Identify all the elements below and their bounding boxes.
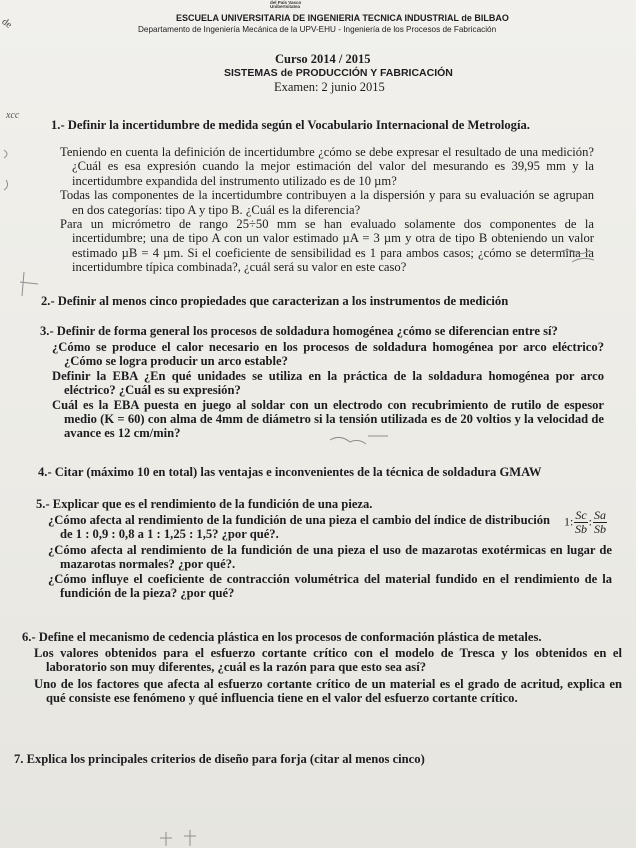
question-5-part-1: ¿Cómo afecta al rendimiento de la fundición de una pieza el cambio del índice de distribución de 1 : 0,9 : 0,8 a 1 : 1,25 : 1,5? ¿por qué?. xyxy=(48,513,550,542)
question-7-title: 7. Explica los principales criterios de diseño para forja (citar al menos cinco) xyxy=(14,752,425,766)
department-line: Departamento de Ingeniería Mecánica de la UPV-EHU - Ingeniería de los Procesos de Fabricación xyxy=(138,25,497,34)
fraction-numerator: Sc xyxy=(575,508,587,522)
question-1-title: 1.- Definir la incertidumbre de medida según el Vocabulario Internacional de Metrología. xyxy=(51,118,530,132)
margin-note-de: de xyxy=(0,16,14,31)
question-3-part-2: Definir la EBA ¿En qué unidades se utiliza en la práctica de la soldadura homogénea por arco eléctrico? ¿Cuál es su expresión? xyxy=(52,368,604,398)
question-4-title: 4.- Citar (máximo 10 en total) las ventajas e inconvenientes de la técnica de soldadura GMAW xyxy=(38,465,542,479)
fraction-denominator: Sb xyxy=(594,522,607,536)
exam-date: Examen: 2 junio 2015 xyxy=(274,80,385,94)
question-1-part-1: Teniendo en cuenta la definición de incertidumbre ¿cómo se debe expresar el resultado de una medición? ¿Cuál es esa expresión cuando la mejor estimación del valor del mesurando es 39,95 mm y la incertidumbre expandida del instrumento utilizado es de 10 µm? xyxy=(60,145,594,188)
pencil-margin-marks xyxy=(4,150,8,190)
pencil-scribble-right xyxy=(560,250,594,262)
pencil-tick-q2 xyxy=(20,272,38,296)
formula-lead: 1: xyxy=(564,514,574,529)
question-5-part-2: ¿Cómo afecta al rendimiento de la fundición de una pieza el uso de mazarotas exotérmicas en lugar de mazarotas normales? ¿por qué?. xyxy=(48,543,612,572)
margin-note-xc: xcc xyxy=(6,110,20,121)
question-5-part-3: ¿Cómo influye el coeficiente de contracción volumétrica del material fundido en el rendimiento de la fundición de la pieza? ¿por qué? xyxy=(48,571,612,601)
question-1-part-3: Para un micrómetro de rango 25÷50 mm se han evaluado solamente dos componentes de la incertidumbre; una de tipo A con un valor estimado µA = 3 µm y otra de tipo B obteniendo un valor estimado µB = 4 µm. Si el coeficiente de sensibilidad es 1 para ambos casos; ¿cómo se determina la incertidumbre típica combinada?, ¿cuál será su valor en este caso? xyxy=(60,217,594,275)
question-3-part-3: Cuál es la EBA puesta en juego al soldar con un electrodo con recubrimiento de rutilo de espesor medio (K = 60) con alma de 4mm de diámetro si la tensión utilizada es de 20 voltios y la velocidad de avance es 12 cm/min? xyxy=(52,397,604,441)
fraction-denominator: Sb xyxy=(575,522,587,536)
formula-separator: : xyxy=(588,514,593,529)
question-5-title: 5.- Explicar que es el rendimiento de la fundición de una pieza. xyxy=(36,497,373,511)
question-2-title: 2.- Definir al menos cinco propiedades que caracterizan a los instrumentos de medición xyxy=(41,294,509,308)
school-name: ESCUELA UNIVERSITARIA DE INGENIERIA TECNICA INDUSTRIAL de BILBAO xyxy=(176,13,509,23)
logo-text-right: Unibertsitatea xyxy=(270,4,301,9)
question-3-part-1: ¿Cómo se produce el calor necesario en los procesos de soldadura homogénea por arco eléctrico? ¿Cómo se logra producir un arco estable? xyxy=(52,340,604,369)
subject-title: SISTEMAS de PRODUCCIÓN Y FABRICACIÓN xyxy=(224,67,453,79)
question-6-title: 6.- Define el mecanismo de cedencia plástica en los procesos de conformación plástica de metales. xyxy=(22,630,542,644)
pencil-scribble-bottom xyxy=(160,830,196,846)
question-1-part-2: Todas las componentes de la incertidumbre contribuyen a la dispersión y para su evaluación se agrupan en dos categorías: tipo A y tipo B. ¿Cuál es la diferencia? xyxy=(60,188,594,217)
fraction-numerator: Sa xyxy=(594,508,607,522)
question-6-part-1: Los valores obtenidos para el esfuerzo cortante crítico con el modelo de Tresca y los obtenidos en el laboratorio son muy diferentes, ¿cuál es la razón para que esto sea así? xyxy=(34,646,622,675)
pencil-scribble-eba xyxy=(330,436,388,444)
question-6-part-2: Uno de los factores que afecta al esfuerzo cortante crítico de un material es el grado de acritud, explica en qué consiste ese fenómeno y qué influencia tiene en el valor del esfuerzo cortante crítico. xyxy=(34,676,622,706)
logo-text-left: del País Vasco xyxy=(270,0,302,5)
course-year: Curso 2014 / 2015 xyxy=(275,52,371,66)
question-3-title: 3.- Definir de forma general los procesos de soldadura homogénea ¿cómo se diferencian entre sí? xyxy=(40,324,558,338)
